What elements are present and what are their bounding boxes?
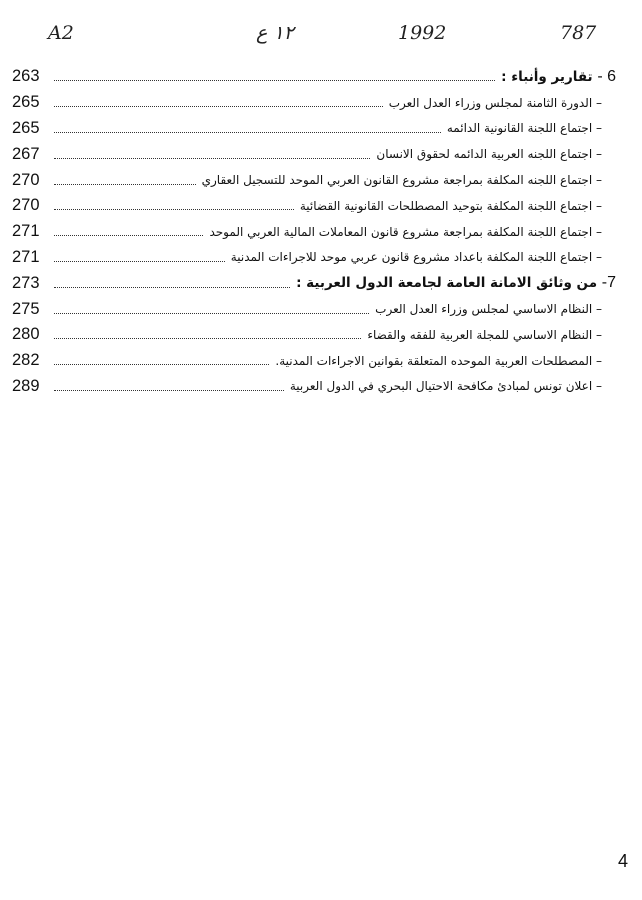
toc-entry xyxy=(12,193,616,219)
toc-page-number: 275 xyxy=(12,299,40,318)
toc-entry-text: – اجتماع اللجنه المكلفة بمراجعة مشروع القانون العربي الموحد للتسجيل العقاري xyxy=(201,173,602,188)
toc-entry xyxy=(12,141,616,167)
toc-page-number: 270 xyxy=(12,196,40,215)
toc-entry xyxy=(12,167,616,193)
toc-entry-text: – اجتماع اللجنه العربية الدائمه لحقوق الانسان xyxy=(376,147,602,162)
toc-entry xyxy=(12,245,616,271)
toc-section-title-text: تقارير وأنباء : xyxy=(501,68,593,85)
toc-entry-text: – اجتماع اللجنة المكلفة بمراجعة مشروع قانون المعاملات المالية العربي الموحد xyxy=(209,224,602,239)
handwritten-mark-year: 1992 xyxy=(398,22,447,44)
toc-dot-leader xyxy=(54,235,203,236)
toc-entry xyxy=(12,219,616,245)
toc-entry xyxy=(12,296,616,322)
toc-dot-leader xyxy=(54,132,441,133)
toc-page-number: 273 xyxy=(12,273,40,292)
toc-entry-text: – اجتماع اللجنة المكلفة باعداد مشروع قانون عربي موحد للاجراءات المدنية xyxy=(230,250,602,265)
toc-entry xyxy=(12,90,616,116)
toc-entry-text: – المصطلحات العربية الموحده المتعلقة بقوانين الاجراءات المدنية. xyxy=(275,353,602,368)
page-number: 4 xyxy=(617,851,628,871)
toc-page-number: 265 xyxy=(12,93,40,112)
toc-entry-text: – الدورة الثامنة لمجلس وزراء العدل العرب xyxy=(388,95,602,110)
toc-page-number: 270 xyxy=(12,170,40,189)
table-of-contents xyxy=(12,64,616,399)
toc-entry xyxy=(12,322,616,348)
toc-entry-text: – النظام الاساسي للمجلة العربية للفقه والقضاء xyxy=(367,327,602,342)
toc-page-number: 280 xyxy=(12,325,40,344)
toc-dot-leader xyxy=(54,338,361,339)
toc-section-title xyxy=(501,68,616,86)
toc-section-number: 7- xyxy=(601,274,616,292)
toc-page-number: 289 xyxy=(12,376,40,395)
toc-page-number: 265 xyxy=(12,118,40,137)
toc-page-number: 267 xyxy=(12,144,40,163)
toc-dot-leader xyxy=(54,390,284,391)
toc-dot-leader xyxy=(54,313,369,314)
toc-section-heading xyxy=(12,64,616,90)
toc-dot-leader xyxy=(54,80,495,81)
handwritten-mark-issue: ١٢ ع xyxy=(256,22,294,44)
toc-entry-text: – اجتماع اللجنة القانونية الدائمه xyxy=(446,121,602,136)
toc-page-number: 271 xyxy=(12,222,40,241)
toc-entry xyxy=(12,374,616,400)
handwritten-mark-a2: A2 xyxy=(48,22,74,44)
toc-entry xyxy=(12,116,616,142)
toc-dot-leader xyxy=(54,261,225,262)
toc-page-number: 263 xyxy=(12,67,40,86)
toc-entry-text: – اعلان تونس لمبادئ مكافحة الاحتيال البحري في الدول العربية xyxy=(289,379,602,394)
toc-entry xyxy=(12,348,616,374)
toc-section-number: 6 - xyxy=(597,67,616,85)
toc-dot-leader xyxy=(54,106,383,107)
toc-entry-text: – النظام الاساسي لمجلس وزراء العدل العرب xyxy=(375,302,602,317)
toc-section-heading xyxy=(12,270,616,296)
toc-section-title-text: من وثائق الامانة العامة لجامعة الدول العربية : xyxy=(296,275,598,292)
toc-page-number: 282 xyxy=(12,351,40,370)
toc-dot-leader xyxy=(54,184,196,185)
toc-dot-leader xyxy=(54,364,269,365)
toc-entry-text: – اجتماع اللجنة المكلفة بتوحيد المصطلحات القانونية القضائية xyxy=(299,198,602,213)
toc-dot-leader xyxy=(54,209,294,210)
handwritten-mark-number: 787 xyxy=(560,22,597,44)
toc-dot-leader xyxy=(54,287,290,288)
toc-section-title xyxy=(296,274,616,292)
toc-page-number: 271 xyxy=(12,247,40,266)
toc-dot-leader xyxy=(54,158,370,159)
